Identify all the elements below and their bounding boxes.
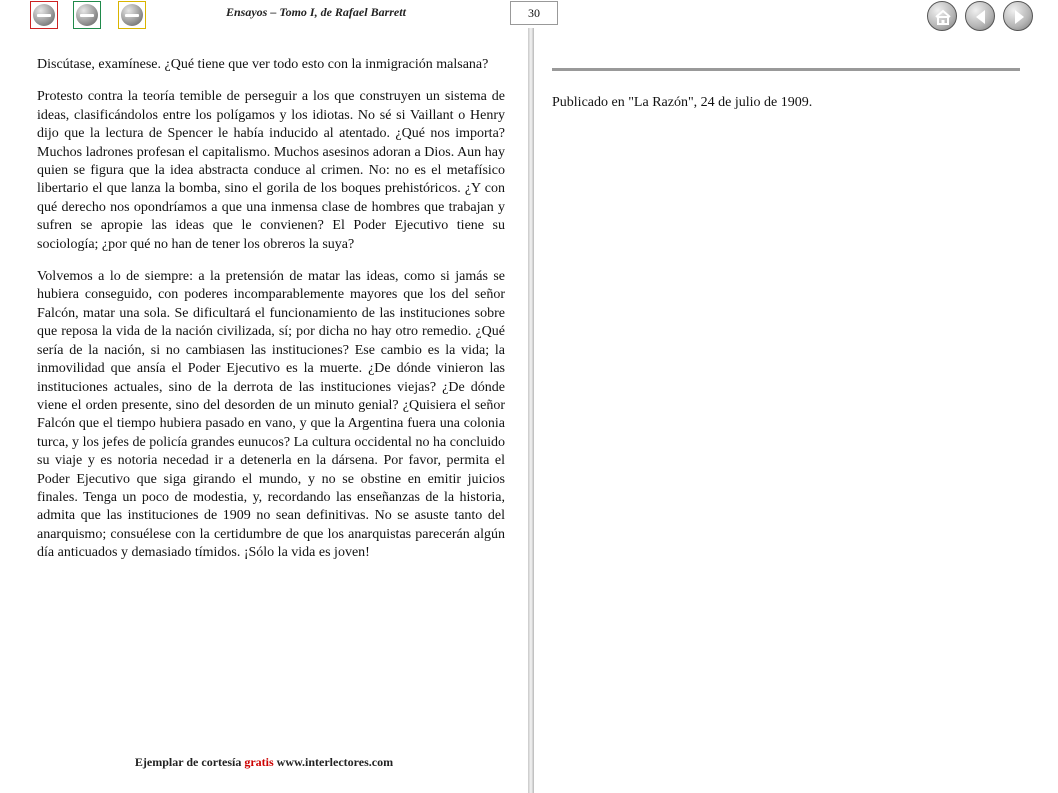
- main-text: [37, 56, 505, 577]
- yellow-button[interactable]: [118, 1, 146, 29]
- prev-page-button[interactable]: [965, 1, 995, 31]
- column-divider: [528, 28, 534, 793]
- arrow-right-icon: [1004, 2, 1034, 32]
- paragraph: Protesto contra la teoría temible de perseguir a los que construyen un sistema de ideas, clasificándolos entre los polígamos y los idiotas. No sé si Vaillant o Henry dijo que la lectura de Spencer le había inducido al atentado. ¿Qué nos importa? Muchos ladrones profesan el capitalismo. Muchos asesinos adoran a Dios. Aun hay quien se figura que la idea abstracta conduce al crimen. No: no es el metafísico libertario el que lanza la bomba, sino el gorila de los boques prehistóricos. ¿Y con qué derecho nos opondríamos a que una inmensa clase de hombres que trabajan y sufren se apropie las ideas que le convienen? El Poder Ejecutivo tiene su sociología; ¿por qué no han de tener los obreros la suya?: [37, 89, 505, 252]
- footer-url[interactable]: www.interlectores.com: [276, 755, 394, 769]
- footer-accent: gratis: [244, 755, 274, 769]
- footer-prefix: Ejemplar de cortesía: [134, 755, 242, 769]
- footer: [0, 755, 528, 770]
- minus-icon: [76, 4, 98, 26]
- note-rule: [552, 68, 1020, 71]
- footnote: Publicado en "La Razón", 24 de julio de 1909.: [552, 95, 813, 110]
- home-icon: [928, 2, 958, 32]
- minus-icon: [121, 4, 143, 26]
- green-button[interactable]: [73, 1, 101, 29]
- paragraph: Discútase, examínese. ¿Qué tiene que ver todo esto con la inmigración malsana?: [37, 57, 489, 72]
- home-button[interactable]: [927, 1, 957, 31]
- arrow-left-icon: [966, 2, 996, 32]
- book-title: Ensayos – Tomo I, de Rafael Barrett: [226, 5, 406, 19]
- next-page-button[interactable]: [1003, 1, 1033, 31]
- red-button[interactable]: [30, 1, 58, 29]
- minus-icon: [33, 4, 55, 26]
- page-number: 30: [510, 1, 558, 25]
- paragraph: Volvemos a lo de siempre: a la pretensión de matar las ideas, como si jamás se hubiera conseguido, con poderes incomparablemente mayores que los del señor Falcón, matar una sola. Se dificultará el funcionamiento de las instituciones sobre que reposa la vida de la nación civilizada, sí; por dicha no hay otro remedio. ¿Qué sería de la nación, si no cambiasen las instituciones? Ese cambio es la vida; la inmovilidad que ansía el Poder Ejecutivo es la muerte. ¿De dónde vinieron las instituciones actuales, sino de la derrota de las instituciones viejas? ¿De dónde viene el orden presente, sino del desorden de un minuto genial? ¿Quisiera el señor Falcón que el tiempo hubiera pasado en vano, y que la Argentina fuera una colonia turca, y los jefes de policía grandes eunucos? La cultura occidental no ha concluido su viaje y es notoria necedad ir a detenerla en la dársena. Por favor, permita el Poder Ejecutivo que siga girando el mundo, y no se obstine en emitir juicios finales. Tenga un poco de modestia, y, recordando las enseñanzas de la historia, admita que las instituciones de 1909 no sean definitivas. No se asuste tanto del anarquismo; consuélese con la certidumbre de que los anarquistas parecerán algún día anticuados y demasiado tímidos. ¡Sólo la vida es joven!: [37, 269, 505, 561]
